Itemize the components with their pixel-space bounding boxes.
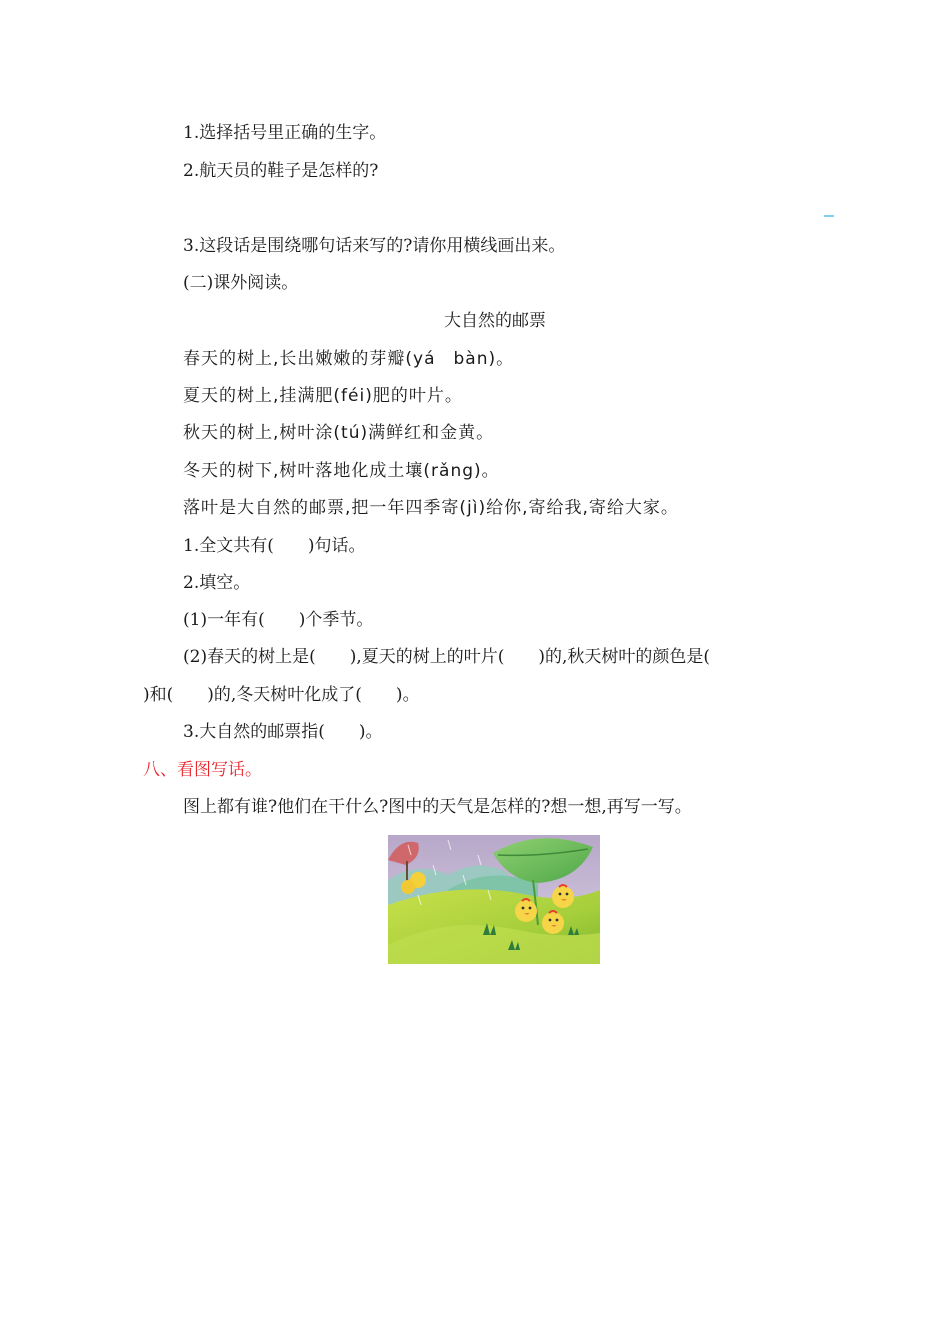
- chicks-in-rain-picture: [388, 835, 600, 964]
- reading-question-3: 3.大自然的邮票指( )。: [183, 722, 383, 742]
- poem-line-4: 冬天的树下,树叶落地化成土壤(rǎng)。: [183, 461, 500, 481]
- question-2: 2.航天员的鞋子是怎样的?: [183, 161, 379, 181]
- poem-title: 大自然的邮票: [444, 311, 546, 331]
- reading-question-2-1: (1)一年有( )个季节。: [183, 610, 374, 630]
- poem-line-1: 春天的树上,长出嫩嫩的芽瓣(yá bàn)。: [183, 349, 515, 369]
- poem-line-2: 夏天的树上,挂满肥(féi)肥的叶片。: [183, 386, 463, 406]
- reading-question-1: 1.全文共有( )句话。: [183, 536, 366, 556]
- reading-question-2-2b: )和( )的,冬天树叶化成了( )。: [143, 685, 420, 705]
- writing-prompt: 图上都有谁?他们在干什么?图中的天气是怎样的?想一想,再写一写。: [183, 797, 692, 817]
- section-eight-heading: 八、看图写话。: [143, 760, 262, 780]
- question-3: 3.这段话是围绕哪句话来写的?请你用横线画出来。: [183, 236, 566, 256]
- reading-question-2: 2.填空。: [183, 573, 251, 593]
- poem-line-3: 秋天的树上,树叶涂(tú)满鲜红和金黄。: [183, 423, 495, 443]
- section-two-heading: (二)课外阅读。: [183, 273, 299, 293]
- question-1: 1.选择括号里正确的生字。: [183, 123, 387, 143]
- poem-line-5: 落叶是大自然的邮票,把一年四季寄(jì)给你,寄给我,寄给大家。: [183, 498, 679, 518]
- reading-question-2-2a: (2)春天的树上是( ),夏天的树上的叶片( )的,秋天树叶的颜色是(: [183, 647, 711, 667]
- decorative-dash: [824, 215, 834, 217]
